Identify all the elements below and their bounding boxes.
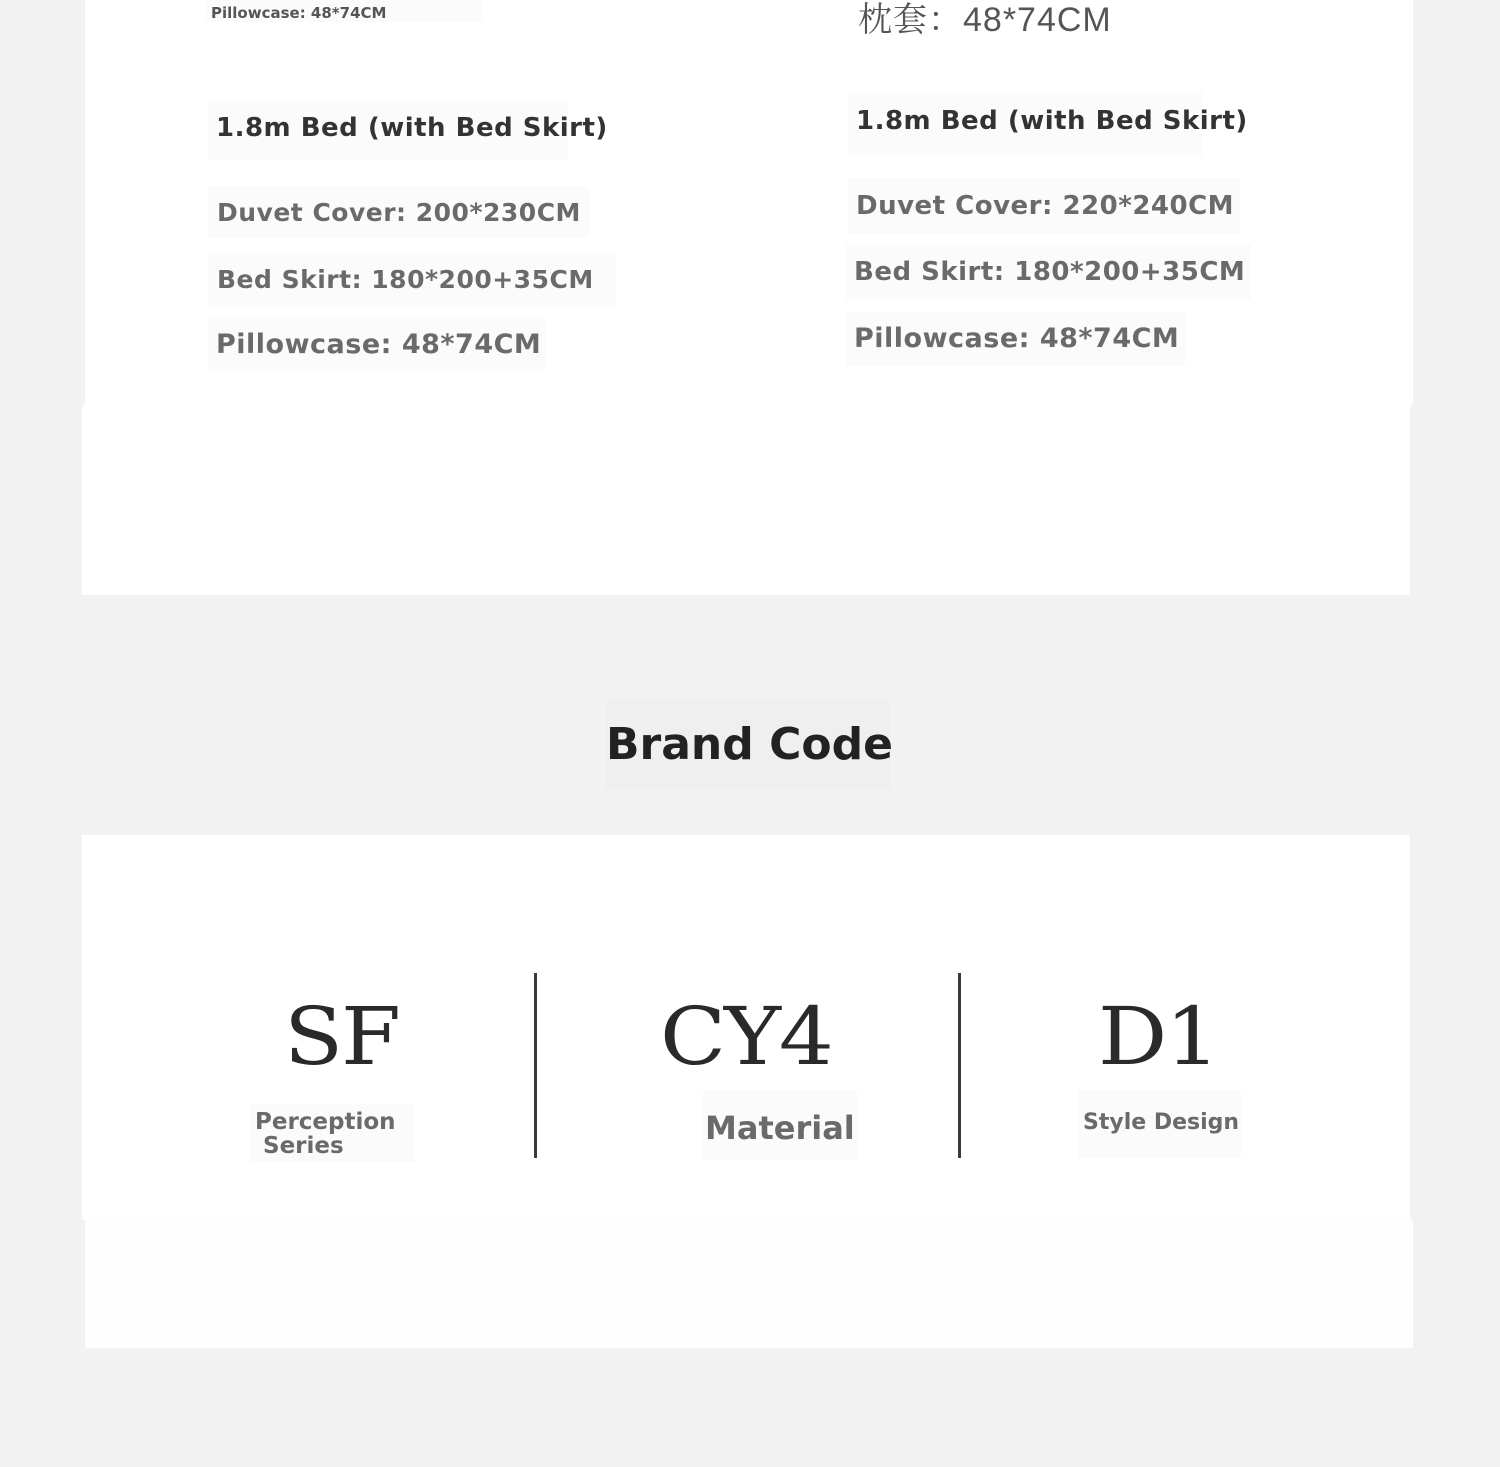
segment-divider-left: [534, 973, 537, 1158]
bed-option-left-duvet: Duvet Cover: 200*230CM: [208, 186, 589, 238]
top-note-right: 枕套：48*74CM: [858, 1, 1112, 39]
bed-option-right-pillow: Pillowcase: 48*74CM: [846, 312, 1185, 366]
size-card-footer: [82, 405, 1410, 595]
brand-code-label-sf: [250, 1104, 415, 1162]
brand-code-label-d1: Style Design: [1078, 1090, 1241, 1158]
segment-divider-right: [958, 973, 961, 1158]
brand-code-card-footer: [85, 1220, 1413, 1348]
bed-option-right-skirt: Bed Skirt: 180*200+35CM: [846, 244, 1251, 300]
bed-option-left-title: 1.8m Bed (with Bed Skirt): [208, 100, 568, 160]
bed-option-right-title: 1.8m Bed (with Bed Skirt): [848, 92, 1202, 156]
brand-code-title: Brand Code: [606, 700, 890, 790]
brand-code-label-sf-line2: Series: [263, 1133, 344, 1159]
top-note-left: Pillowcase: 48*74CM: [205, 0, 483, 22]
bed-option-left-pillow: Pillowcase: 48*74CM: [208, 317, 545, 371]
brand-code-segment-d1: D1: [1098, 990, 1218, 1083]
brand-code-label-sf-line1: Perception: [255, 1109, 396, 1135]
bed-option-right-duvet: Duvet Cover: 220*240CM: [848, 178, 1240, 234]
bed-option-left-skirt: Bed Skirt: 180*200+35CM: [208, 255, 616, 305]
brand-code-label-cy4: Material: [703, 1090, 857, 1160]
brand-code-segment-sf: SF: [284, 990, 399, 1083]
brand-code-segment-cy4: CY4: [660, 990, 832, 1083]
